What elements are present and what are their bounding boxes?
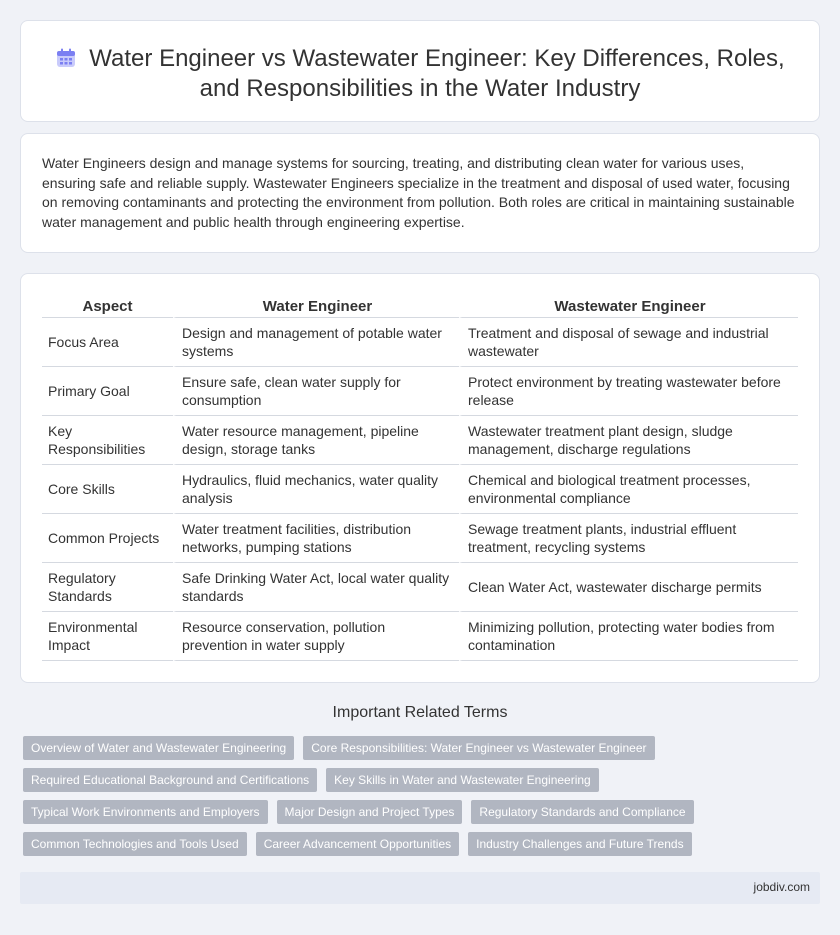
tag-row	[23, 736, 803, 760]
related-term-link[interactable]: Regulatory Standards and Compliance	[471, 800, 693, 824]
row-aspect: Focus Area	[42, 318, 173, 367]
row-water: Water resource management, pipeline design, storage tanks	[173, 416, 459, 465]
related-term-link[interactable]: Industry Challenges and Future Trends	[468, 832, 691, 856]
table-row	[42, 367, 798, 416]
row-aspect: Regulatory Standards	[42, 563, 173, 612]
tag-row	[23, 832, 803, 856]
related-term-link[interactable]: Core Responsibilities: Water Engineer vs Wastewater Engineer	[303, 736, 654, 760]
row-water: Water treatment facilities, distribution networks, pumping stations	[173, 514, 459, 563]
row-wastewater: Minimizing pollution, protecting water bodies from contamination	[459, 612, 798, 661]
row-water: Design and management of potable water systems	[173, 318, 459, 367]
page-title: Water Engineer vs Wastewater Engineer: Key Differences, Roles, and Responsibilities in the Water Industry	[89, 45, 785, 102]
related-term-link[interactable]: Required Educational Background and Certifications	[23, 768, 317, 792]
row-wastewater: Clean Water Act, wastewater discharge permits	[459, 563, 798, 612]
row-water: Safe Drinking Water Act, local water quality standards	[173, 563, 459, 612]
row-water: Hydraulics, fluid mechanics, water quality analysis	[173, 465, 459, 514]
calendar-icon	[55, 47, 77, 69]
row-wastewater: Treatment and disposal of sewage and industrial wastewater	[459, 318, 798, 367]
table-row	[42, 514, 798, 563]
header-card	[20, 20, 820, 122]
tag-row	[23, 800, 803, 824]
table-row	[42, 465, 798, 514]
table-row	[42, 318, 798, 367]
footer-bar	[20, 872, 820, 904]
comparison-table	[42, 296, 798, 661]
table-row	[42, 563, 798, 612]
table-header-row	[42, 296, 798, 318]
related-terms-tags	[23, 736, 803, 864]
tag-row	[23, 768, 803, 792]
row-aspect: Primary Goal	[42, 367, 173, 416]
row-water: Ensure safe, clean water supply for consumption	[173, 367, 459, 416]
row-aspect: Common Projects	[42, 514, 173, 563]
header-aspect: Aspect	[42, 296, 173, 318]
row-wastewater: Wastewater treatment plant design, sludge management, discharge regulations	[459, 416, 798, 465]
row-wastewater: Chemical and biological treatment processes, environmental compliance	[459, 465, 798, 514]
related-term-link[interactable]: Typical Work Environments and Employers	[23, 800, 268, 824]
related-term-link[interactable]: Major Design and Project Types	[277, 800, 463, 824]
table-row	[42, 416, 798, 465]
header-water-engineer: Water Engineer	[173, 296, 459, 318]
intro-card	[20, 133, 820, 253]
related-terms-heading: Important Related Terms	[332, 704, 508, 721]
related-term-link[interactable]: Key Skills in Water and Wastewater Engineering	[326, 768, 599, 792]
related-term-link[interactable]: Career Advancement Opportunities	[256, 832, 459, 856]
table-row	[42, 612, 798, 661]
row-aspect: Core Skills	[42, 465, 173, 514]
page-title-wrap	[21, 44, 819, 104]
row-aspect: Key Responsibilities	[42, 416, 173, 465]
row-wastewater: Protect environment by treating wastewater before release	[459, 367, 798, 416]
related-term-link[interactable]: Overview of Water and Wastewater Engineering	[23, 736, 294, 760]
intro-paragraph: Water Engineers design and manage systems for sourcing, treating, and distributing clean water for various uses, ensuring safe and reliable supply. Wastewater Engineers specialize in the treatment and disposal of used water, focusing on removing contaminants and protecting the environment from pollution. Both roles are critical in maintaining sustainable water management and public health through engineering expertise.	[42, 155, 795, 230]
header-wastewater-engineer: Wastewater Engineer	[459, 296, 798, 318]
footer-site-link[interactable]: jobdiv.com	[753, 880, 810, 894]
comparison-card	[20, 273, 820, 683]
row-aspect: Environmental Impact	[42, 612, 173, 661]
related-term-link[interactable]: Common Technologies and Tools Used	[23, 832, 247, 856]
row-water: Resource conservation, pollution prevention in water supply	[173, 612, 459, 661]
row-wastewater: Sewage treatment plants, industrial effluent treatment, recycling systems	[459, 514, 798, 563]
